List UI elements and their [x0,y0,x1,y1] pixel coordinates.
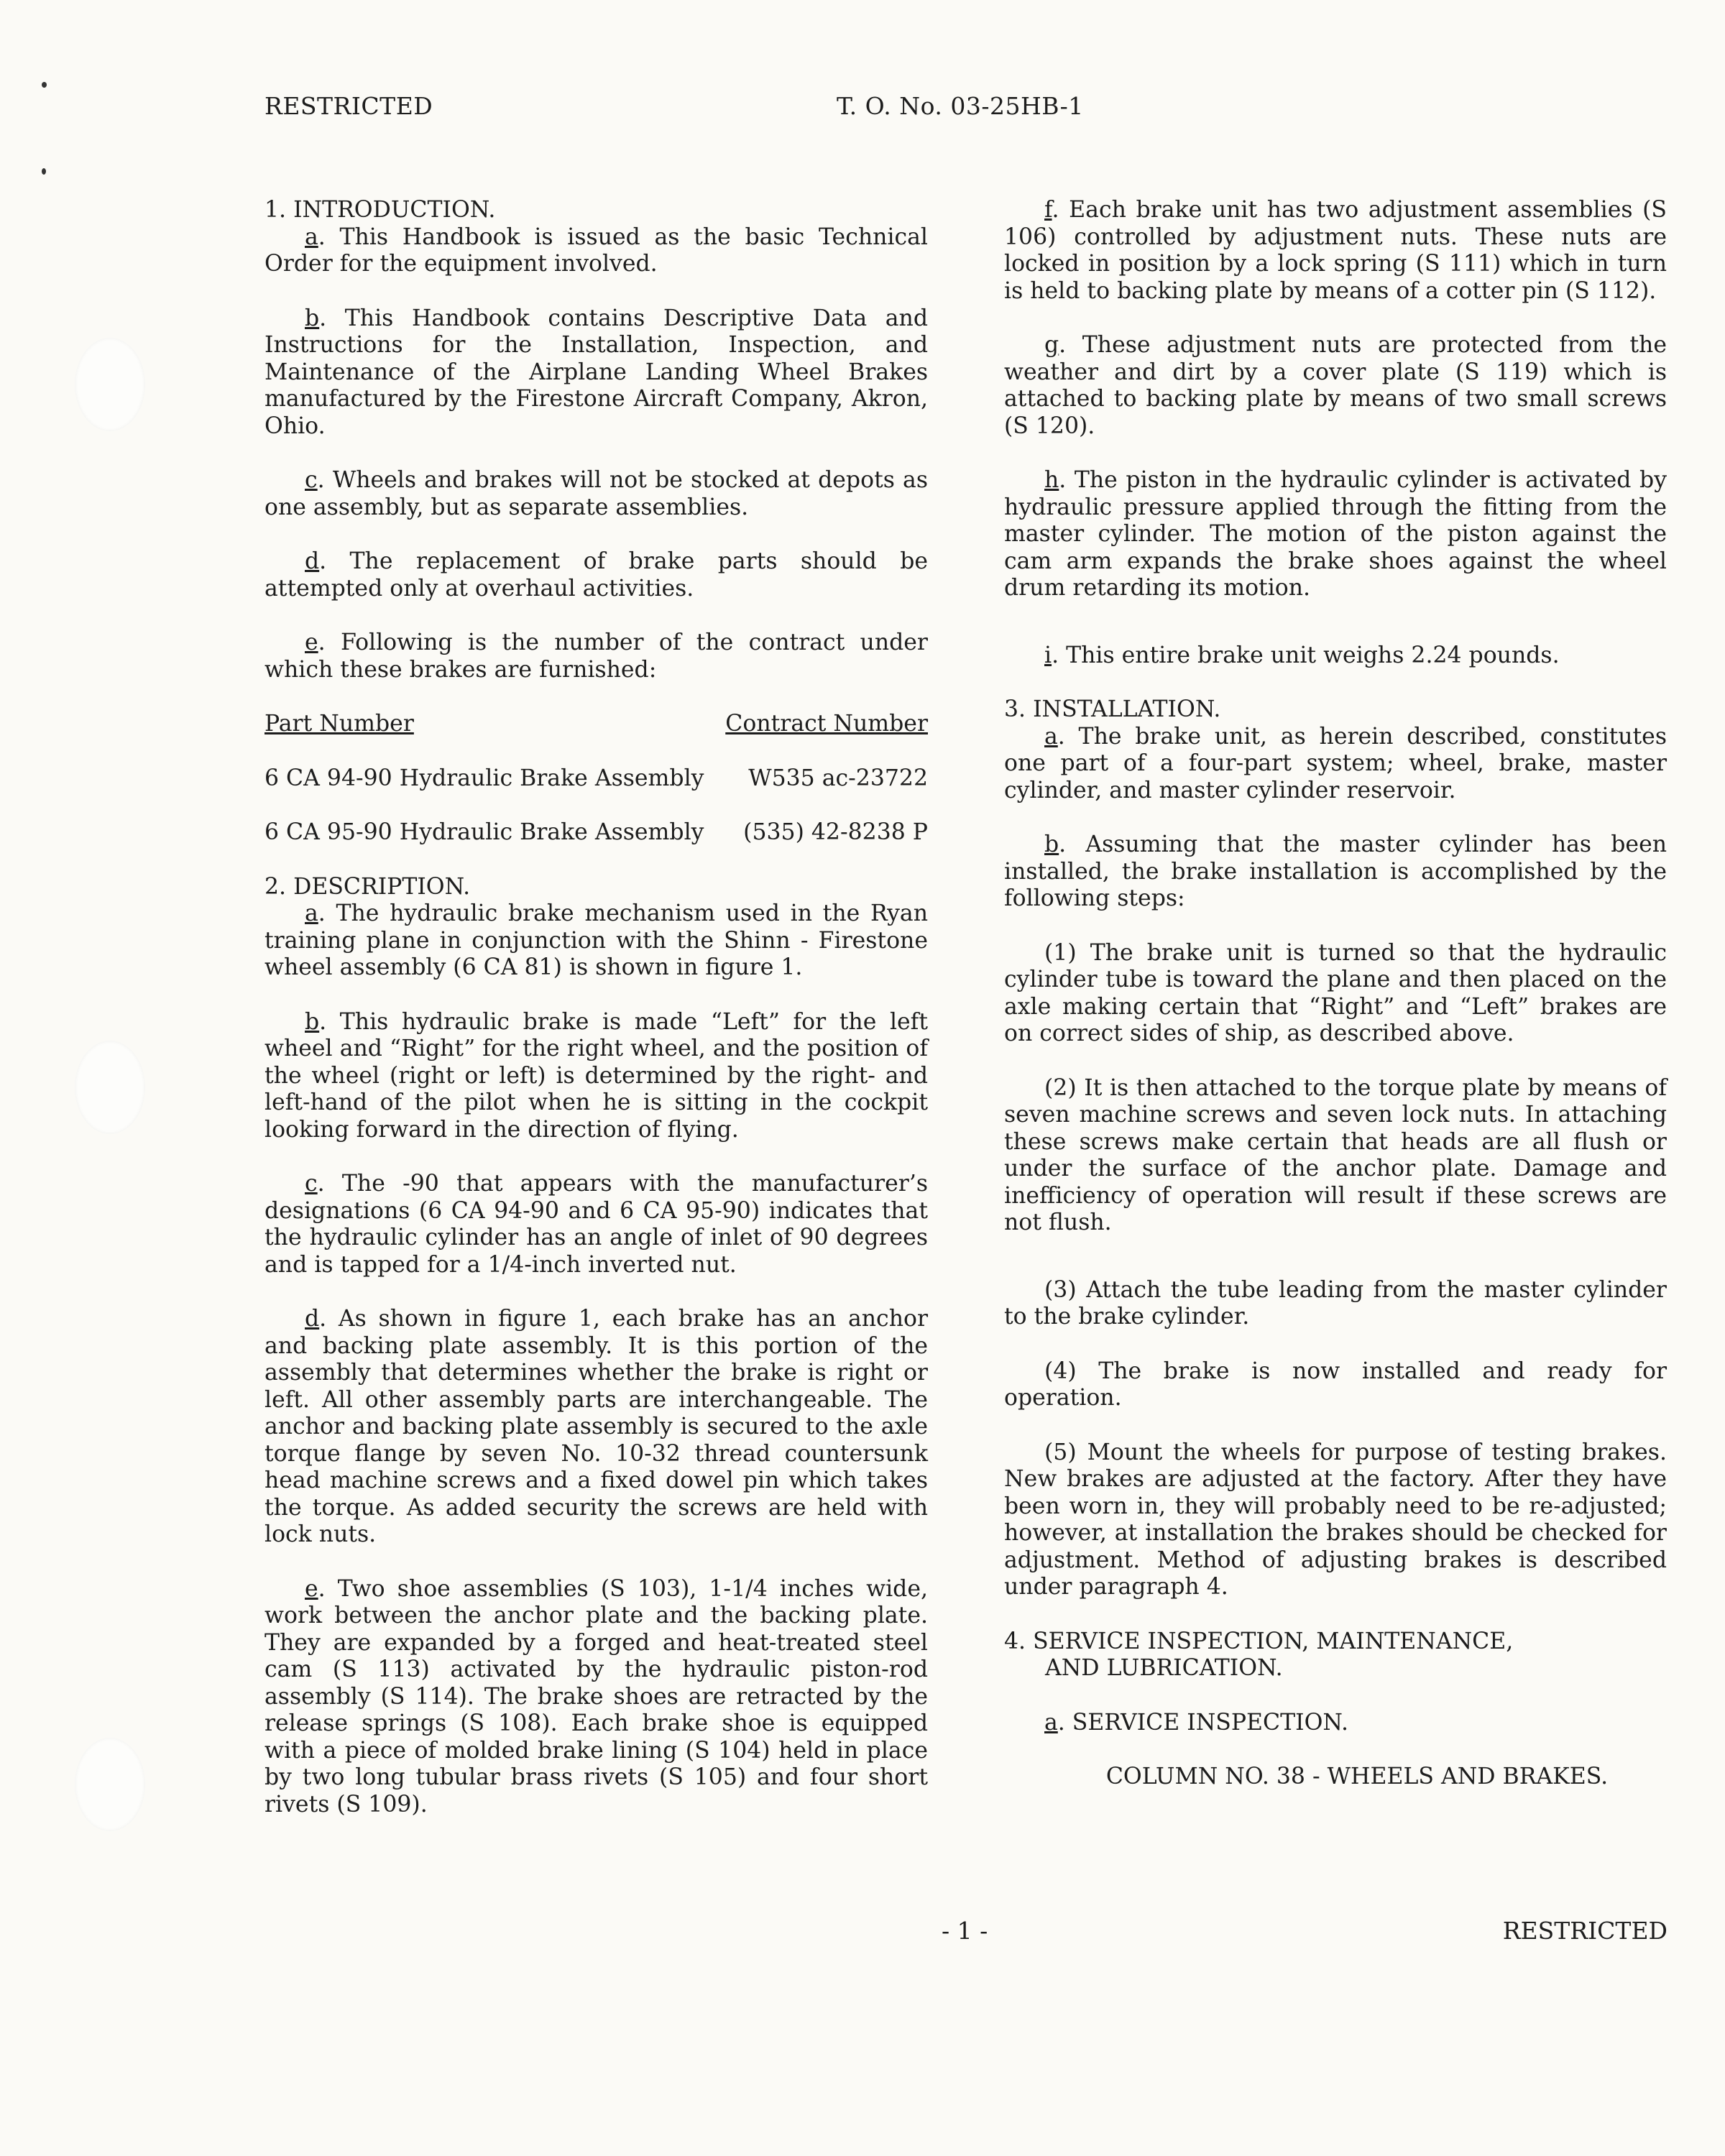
text-1b: . This Handbook contains Descriptive Data and Instructions for the Installation, Inspection, and Maintenance of the Airplane Landing Wheel Brakes manufactured by the Firestone Aircraft Company, Akron, Ohio. [264,305,928,439]
left-column [264,197,928,1846]
text-1d: . The replacement of brake parts should be attempted only at overhaul activities. [264,548,928,602]
table-row [264,819,928,847]
text-1e: . Following is the number of the contract under which these brakes are furnished: [264,630,928,683]
install-step-5: (5) Mount the wheels for purpose of testing brakes. New brakes are adjusted at the factory. After they have been worn in, they will probably need to be re-adjusted; however, at installation the brakes should be checked for adjustment. Method of adjusting brakes is described under paragraph 4. [1004,1439,1667,1600]
label-4a: a [1044,1709,1058,1736]
para-2d [264,1306,928,1549]
text-2h: . The piston in the hydraulic cylinder is activated by hydraulic pressure applied through the fitting from the master cylinder. The motion of the piston against the cam arm expands the brake shoes against the wheel drum retarding its motion. [1004,467,1667,601]
text-4a: . SERVICE INSPECTION. [1057,1709,1348,1736]
section-1-title: 1. INTRODUCTION. [264,197,496,223]
text-1a: . This Handbook is issued as the basic Technical Order for the equipment involved. [264,224,928,277]
install-step-4: (4) The brake is now installed and ready for operation. [1004,1358,1667,1411]
text-3a: . The brake unit, as herein described, constitutes one part of a four-part system; wheel, brake, master cylinder, and master cylinder reservoir. [1004,723,1667,803]
section-4-title-line2: AND LUBRICATION. [1045,1655,1283,1681]
right-column [1004,197,1667,1791]
para-2g [1004,332,1667,440]
para-1d [264,548,928,602]
label-1a: a [305,224,318,250]
scan-speck [42,168,46,175]
punch-hole [75,1738,145,1831]
text-1c: . Wheels and brakes will not be stocked at depots as one assembly, but as separate assemblies. [264,467,928,520]
para-2b [264,1009,928,1144]
punch-hole [75,1041,145,1134]
column-header-part-number: Part Number [264,711,414,737]
label-2d: d [305,1306,320,1332]
label-3a: a [1044,723,1058,750]
para-2e [264,1576,928,1819]
para-3a [1004,724,1667,805]
label-1c: c [305,467,318,493]
contract-table-header [264,711,928,738]
row-part: 6 CA 95-90 Hydraulic Brake Assembly [264,819,704,845]
para-2c [264,1171,928,1279]
section-2-title: 2. DESCRIPTION. [264,873,471,900]
column-header-contract-number: Contract Number [725,711,928,737]
para-2h [1004,467,1667,602]
text-2d: . As shown in figure 1, each brake has an anchor and backing plate assembly. It is this portion of the assembly that determines whether the brake is right or left. All other assembly parts are interchangeable. The anchor and backing plate assembly is secured to the axle torque flange by seven No. 10-32 thread countersunk head machine screws and a fixed dowel pin which takes the torque. As added security the screws are held with lock nuts. [264,1306,928,1547]
label-2f: f [1044,197,1052,223]
section-4-title [1004,1628,1667,1682]
label-2e: e [305,1575,318,1602]
column-note: COLUMN NO. 38 - WHEELS AND BRAKES. [1105,1764,1609,1789]
label-2g: g [1044,332,1059,358]
para-1c [264,467,928,521]
punch-hole [75,338,145,431]
text-2f: . Each brake unit has two adjustment assemblies (S 106) controlled by adjustment nuts. These nuts are locked in position by a lock spring (S 111) which in turn is held to backing plate by means of a cotter pin (S 112). [1004,197,1667,304]
para-2a [264,900,928,982]
label-1d: d [305,548,320,574]
section-4-title-line1: 4. SERVICE INSPECTION, MAINTENANCE, [1004,1628,1514,1654]
text-2g: . These adjustment nuts are protected from the weather and dirt by a cover plate (S 119) which is attached to backing plate by means of two small screws (S 120). [1004,332,1667,439]
row-contract: W535 ac-23722 [748,765,928,791]
para-4a [1004,1710,1667,1737]
label-2b: b [305,1008,320,1035]
install-step-3: (3) Attach the tube leading from the master cylinder to the brake cylinder. [1004,1276,1667,1330]
label-2h: h [1044,467,1059,493]
label-2a: a [305,900,318,926]
scan-speck [42,82,47,88]
text-2e: . Two shoe assemblies (S 103), 1-1/4 inches wide, work between the anchor plate and the backing plate. They are expanded by a forged and heat-treated steel cam (S 113) activated by the hydraulic piston-rod assembly (S 114). The brake shoes are retracted by the release springs (S 108). Each brake shoe is equipped with a piece of molded brake lining (S 104) held in place by two long tubular brass rivets (S 105) and four short rivets (S 109). [264,1575,928,1818]
para-1e [264,630,928,683]
footer-restricted: RESTRICTED [1502,1917,1668,1945]
label-1b: b [305,305,320,331]
install-step-2: (2) It is then attached to the torque plate by means of seven machine screws and seven lock nuts. In attaching these screws make certain that heads are all flush or under the surface of the anchor plate. Damage and inefficiency of operation will result if these screws are not flush. [1004,1074,1667,1235]
label-3b: b [1044,831,1059,857]
page-number: - 1 - [942,1917,988,1945]
para-2i [1004,642,1667,670]
table-row [264,765,928,793]
para-1a [264,224,928,278]
label-2i: i [1044,642,1052,668]
label-2c: c [305,1171,318,1197]
text-2b: . This hydraulic brake is made “Left” for the left wheel and “Right” for the right wheel, and the position of the wheel (right or left) is determined by the right- and left-hand of the pilot when he is sitting in the cockpit looking forward in the direction of flying. [264,1008,928,1143]
row-contract: (535) 42-8238 P [743,819,928,845]
label-1e: e [305,630,318,655]
text-3b: . Assuming that the master cylinder has been installed, the brake installation is accomplished by the following steps: [1004,831,1667,911]
header-to-number: T. O. No. 03-25HB-1 [837,92,1084,120]
header-restricted: RESTRICTED [264,92,433,120]
para-3b [1004,831,1667,913]
text-2a: . The hydraulic brake mechanism used in the Ryan training plane in conjunction with the Shinn - Firestone wheel assembly (6 CA 81) is shown in figure 1. [264,900,928,980]
para-2f [1004,197,1667,305]
install-step-1: (1) The brake unit is turned so that the hydraulic cylinder tube is toward the plane and then placed on the axle making certain that “Right” and “Left” brakes are on correct sides of ship, as described above. [1004,939,1667,1046]
para-1b [264,305,928,441]
text-2i: . This entire brake unit weighs 2.24 pounds. [1052,642,1560,668]
row-part: 6 CA 94-90 Hydraulic Brake Assembly [264,765,704,791]
section-3-title: 3. INSTALLATION. [1004,696,1221,722]
text-2c: . The -90 that appears with the manufacturer’s designations (6 CA 94-90 and 6 CA 95-90) indicates that the hydraulic cylinder has an angle of inlet of 90 degrees and is tapped for a 1/4-inch inverted nut. [264,1171,928,1278]
